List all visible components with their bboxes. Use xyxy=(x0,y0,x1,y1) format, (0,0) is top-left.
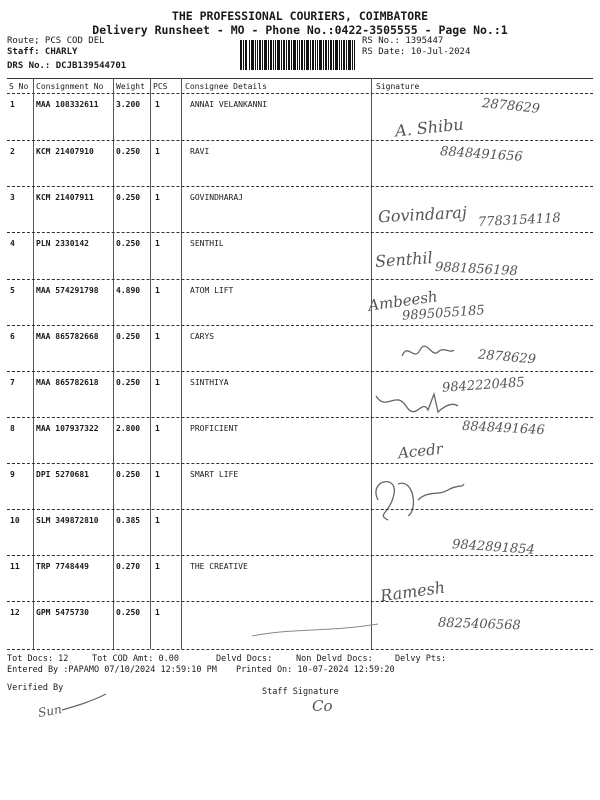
staff-signature-mark: Co xyxy=(312,697,333,715)
runsheet-title: Delivery Runsheet - MO - Phone No.:0422-3505555 - Page No.:1 xyxy=(92,23,508,37)
row-consignment: MAA 107937322 xyxy=(36,424,99,433)
col-header-pcs: PCS xyxy=(153,82,168,91)
row-pcs: 1 xyxy=(155,100,160,109)
row-separator xyxy=(7,509,593,510)
delivery-points: Delvy Pts: xyxy=(395,654,447,664)
total-docs: Tot Docs: 12 xyxy=(7,654,69,664)
row-consignment: MAA 865782668 xyxy=(36,332,99,341)
row-sno: 8 xyxy=(10,424,15,433)
row-weight: 0.250 xyxy=(116,147,141,156)
signature-phone: 7783154118 xyxy=(477,210,562,231)
row-consignee: SENTHIL xyxy=(190,239,224,248)
row-sno: 7 xyxy=(10,378,15,387)
row-consignee: THE CREATIVE xyxy=(190,562,248,571)
row-consignment: DPI 5270681 xyxy=(36,470,89,479)
table-bottom-rule xyxy=(7,649,593,650)
row-separator xyxy=(7,601,593,602)
signature-scribble xyxy=(372,388,462,418)
staff-signature-label: Staff Signature xyxy=(262,687,339,697)
row-consignment: SLM 349872810 xyxy=(36,516,99,525)
row-separator xyxy=(7,371,593,372)
row-sno: 10 xyxy=(10,516,20,525)
row-separator xyxy=(7,417,593,418)
row-weight: 0.250 xyxy=(116,470,141,479)
signature-phone: 9881856198 xyxy=(434,259,519,280)
non-delivered-docs: Non Delvd Docs: xyxy=(296,654,373,664)
verified-by-label: Verified By xyxy=(7,683,64,693)
row-consignee: SINTHIYA xyxy=(190,378,229,387)
row-sno: 1 xyxy=(10,100,15,109)
signature-phone: 2878629 xyxy=(477,347,537,368)
signature-phone: 8848491646 xyxy=(461,418,546,439)
signature-name: Ramesh xyxy=(378,577,447,606)
row-pcs: 1 xyxy=(155,239,160,248)
signature-name: Govindaraj xyxy=(377,202,468,227)
row-consignment: MAA 865782618 xyxy=(36,378,99,387)
col-divider xyxy=(181,78,182,649)
row-consignee: GOVINDHARAJ xyxy=(190,193,243,202)
row-weight: 0.250 xyxy=(116,608,141,617)
row-weight: 0.250 xyxy=(116,239,141,248)
row-separator xyxy=(7,325,593,326)
route-label: Route; PCS COD DEL xyxy=(7,36,105,46)
signature-scribble xyxy=(358,470,468,530)
stray-pen-mark xyxy=(250,622,380,642)
col-header-sno: S No xyxy=(9,82,29,91)
drs-number: DRS No.: DCJB139544701 xyxy=(7,61,127,71)
signature-name: Senthil xyxy=(374,248,434,271)
table-top-rule xyxy=(7,78,593,79)
signature-name: Acedr xyxy=(397,439,444,463)
row-separator xyxy=(7,140,593,141)
row-weight: 3.200 xyxy=(116,100,141,109)
row-pcs: 1 xyxy=(155,332,160,341)
row-pcs: 1 xyxy=(155,147,160,156)
row-weight: 0.250 xyxy=(116,378,141,387)
col-divider xyxy=(150,78,151,649)
entered-by: Entered By :PAPAMO 07/10/2024 12:59:10 PM xyxy=(7,665,217,675)
row-weight: 0.250 xyxy=(116,332,141,341)
row-separator xyxy=(7,232,593,233)
row-consignment: TRP 7748449 xyxy=(36,562,89,571)
row-consignee: PROFICIENT xyxy=(190,424,239,433)
row-pcs: 1 xyxy=(155,424,160,433)
col-header-consignment: Consignment No xyxy=(36,82,104,91)
row-weight: 2.800 xyxy=(116,424,141,433)
row-weight: 0.250 xyxy=(116,193,141,202)
row-separator xyxy=(7,186,593,187)
staff-label: Staff: CHARLY xyxy=(7,47,78,57)
row-sno: 12 xyxy=(10,608,20,617)
row-consignee: CARYS xyxy=(190,332,215,341)
row-sno: 5 xyxy=(10,286,15,295)
row-consignment: PLN 2330142 xyxy=(36,239,89,248)
row-sno: 11 xyxy=(10,562,20,571)
verifier-signature-stroke xyxy=(60,692,110,714)
signature-phone: 9842891854 xyxy=(451,537,536,558)
signature-phone: 8848491656 xyxy=(439,144,524,165)
delivered-docs: Delvd Docs: xyxy=(216,654,273,664)
printed-on: Printed On: 10-07-2024 12:59:20 xyxy=(236,665,395,675)
row-pcs: 1 xyxy=(155,470,160,479)
row-consignee: ANNAI VELANKANNI xyxy=(190,100,268,109)
row-consignment: MAA 574291798 xyxy=(36,286,99,295)
col-divider xyxy=(371,78,372,649)
row-pcs: 1 xyxy=(155,193,160,202)
row-sno: 9 xyxy=(10,470,15,479)
row-pcs: 1 xyxy=(155,286,160,295)
verifier-signature: Sun xyxy=(36,702,63,720)
row-weight: 0.270 xyxy=(116,562,141,571)
rs-date: RS Date: 10-Jul-2024 xyxy=(362,47,471,57)
col-divider xyxy=(33,78,34,649)
signature-phone: 8825406568 xyxy=(437,615,521,634)
row-sno: 6 xyxy=(10,332,15,341)
row-pcs: 1 xyxy=(155,378,160,387)
row-pcs: 1 xyxy=(155,516,160,525)
col-divider xyxy=(113,78,114,649)
row-consignee: SMART LIFE xyxy=(190,470,239,479)
col-header-weight: Weight xyxy=(116,82,145,91)
signature-name: Ambeesh xyxy=(367,287,439,315)
total-cod-amount: Tot COD Amt: 0.00 xyxy=(92,654,179,664)
signature-note: 2878629 xyxy=(481,96,541,117)
signature-name: A. Shibu xyxy=(394,114,465,141)
col-header-consignee: Consignee Details xyxy=(185,82,267,91)
rs-number: RS No.: 1395447 xyxy=(362,36,444,46)
row-consignment: KCM 21407911 xyxy=(36,193,94,202)
row-pcs: 1 xyxy=(155,562,160,571)
row-weight: 0.385 xyxy=(116,516,141,525)
company-name: THE PROFESSIONAL COURIERS, COIMBATORE xyxy=(171,9,429,23)
row-consignment: KCM 21407910 xyxy=(36,147,94,156)
header-separator xyxy=(7,93,593,94)
row-sno: 2 xyxy=(10,147,15,156)
barcode xyxy=(240,40,355,70)
row-separator xyxy=(7,463,593,464)
row-pcs: 1 xyxy=(155,608,160,617)
row-consignee: RAVI xyxy=(190,147,210,156)
row-separator xyxy=(7,555,593,556)
signature-phone: 9895055185 xyxy=(401,303,486,324)
signature-scribble xyxy=(398,340,458,364)
row-consignment: GPM 5475730 xyxy=(36,608,89,617)
row-sno: 4 xyxy=(10,239,15,248)
row-sno: 3 xyxy=(10,193,15,202)
row-weight: 4.890 xyxy=(116,286,141,295)
row-consignment: MAA 108332611 xyxy=(36,100,99,109)
row-separator xyxy=(7,279,593,280)
row-consignee: ATOM LIFT xyxy=(190,286,234,295)
col-header-signature: Signature xyxy=(376,82,420,91)
signature-phone: 9842220485 xyxy=(441,375,526,396)
